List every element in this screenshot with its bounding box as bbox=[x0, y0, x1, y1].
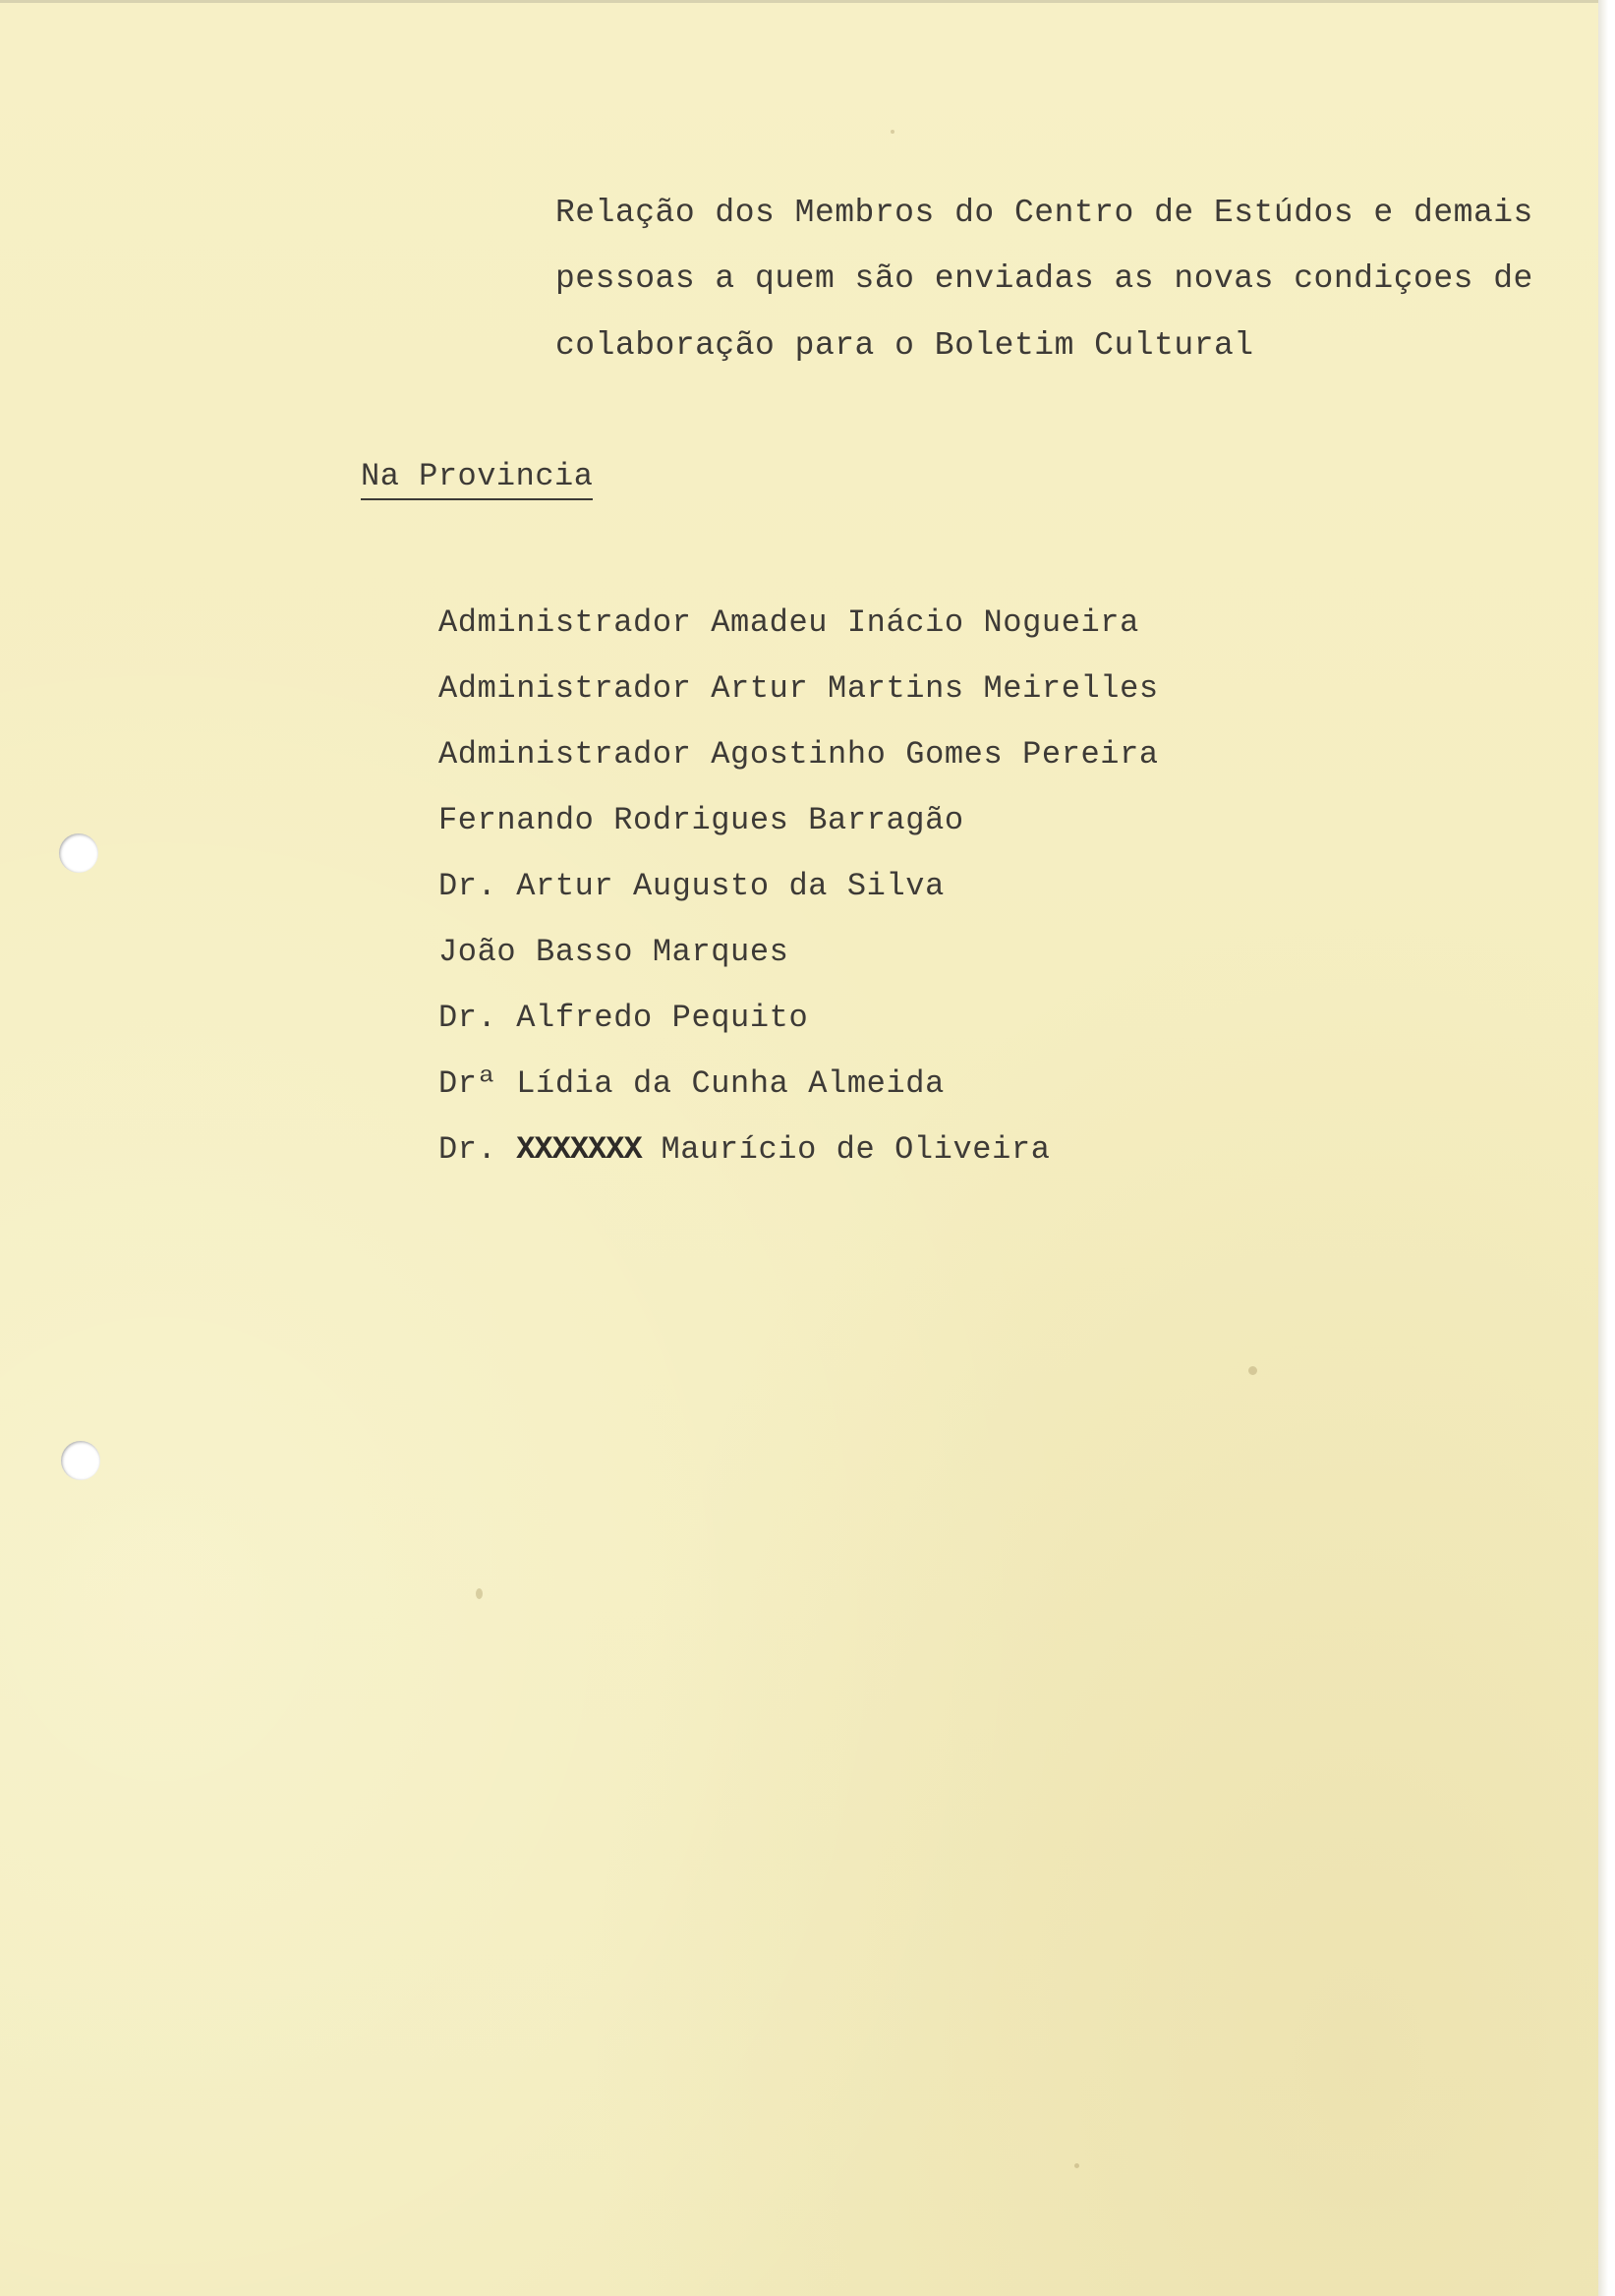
paper-speck bbox=[476, 1588, 483, 1599]
member-9 bbox=[438, 1117, 1159, 1182]
section-heading: Na Provincia bbox=[361, 458, 593, 500]
punch-hole-lower bbox=[61, 1441, 100, 1480]
member-3: Administrador Agostinho Gomes Pereira bbox=[438, 736, 1159, 773]
member-6: João Basso Marques bbox=[438, 934, 789, 970]
member-9-name: Maurício de Oliveira bbox=[641, 1131, 1051, 1168]
intro-line-3: colaboração para o Boletim Cultural bbox=[555, 327, 1254, 364]
member-8: Drª Lídia da Cunha Almeida bbox=[438, 1065, 945, 1102]
paper-speck bbox=[1074, 2163, 1079, 2168]
paper-speck bbox=[1248, 1366, 1257, 1375]
struck-out-text: XXXXXXX bbox=[516, 1131, 642, 1168]
member-9-prefix: Dr. bbox=[438, 1131, 517, 1168]
paper-speck bbox=[891, 130, 894, 134]
punch-hole-upper bbox=[59, 833, 98, 873]
top-edge bbox=[0, 0, 1598, 3]
member-7: Dr. Alfredo Pequito bbox=[438, 1000, 809, 1036]
member-4: Fernando Rodrigues Barragão bbox=[438, 802, 964, 838]
members-list bbox=[438, 590, 1159, 1182]
scan-edge bbox=[1598, 0, 1615, 2296]
intro-line-1: Relação dos Membros do Centro de Estúdos e demais bbox=[555, 195, 1533, 231]
member-5: Dr. Artur Augusto da Silva bbox=[438, 868, 945, 904]
member-2: Administrador Artur Martins Meirelles bbox=[438, 670, 1159, 707]
member-1: Administrador Amadeu Inácio Nogueira bbox=[438, 604, 1139, 641]
intro-line-2: pessoas a quem são enviadas as novas condiçoes de bbox=[555, 260, 1533, 297]
